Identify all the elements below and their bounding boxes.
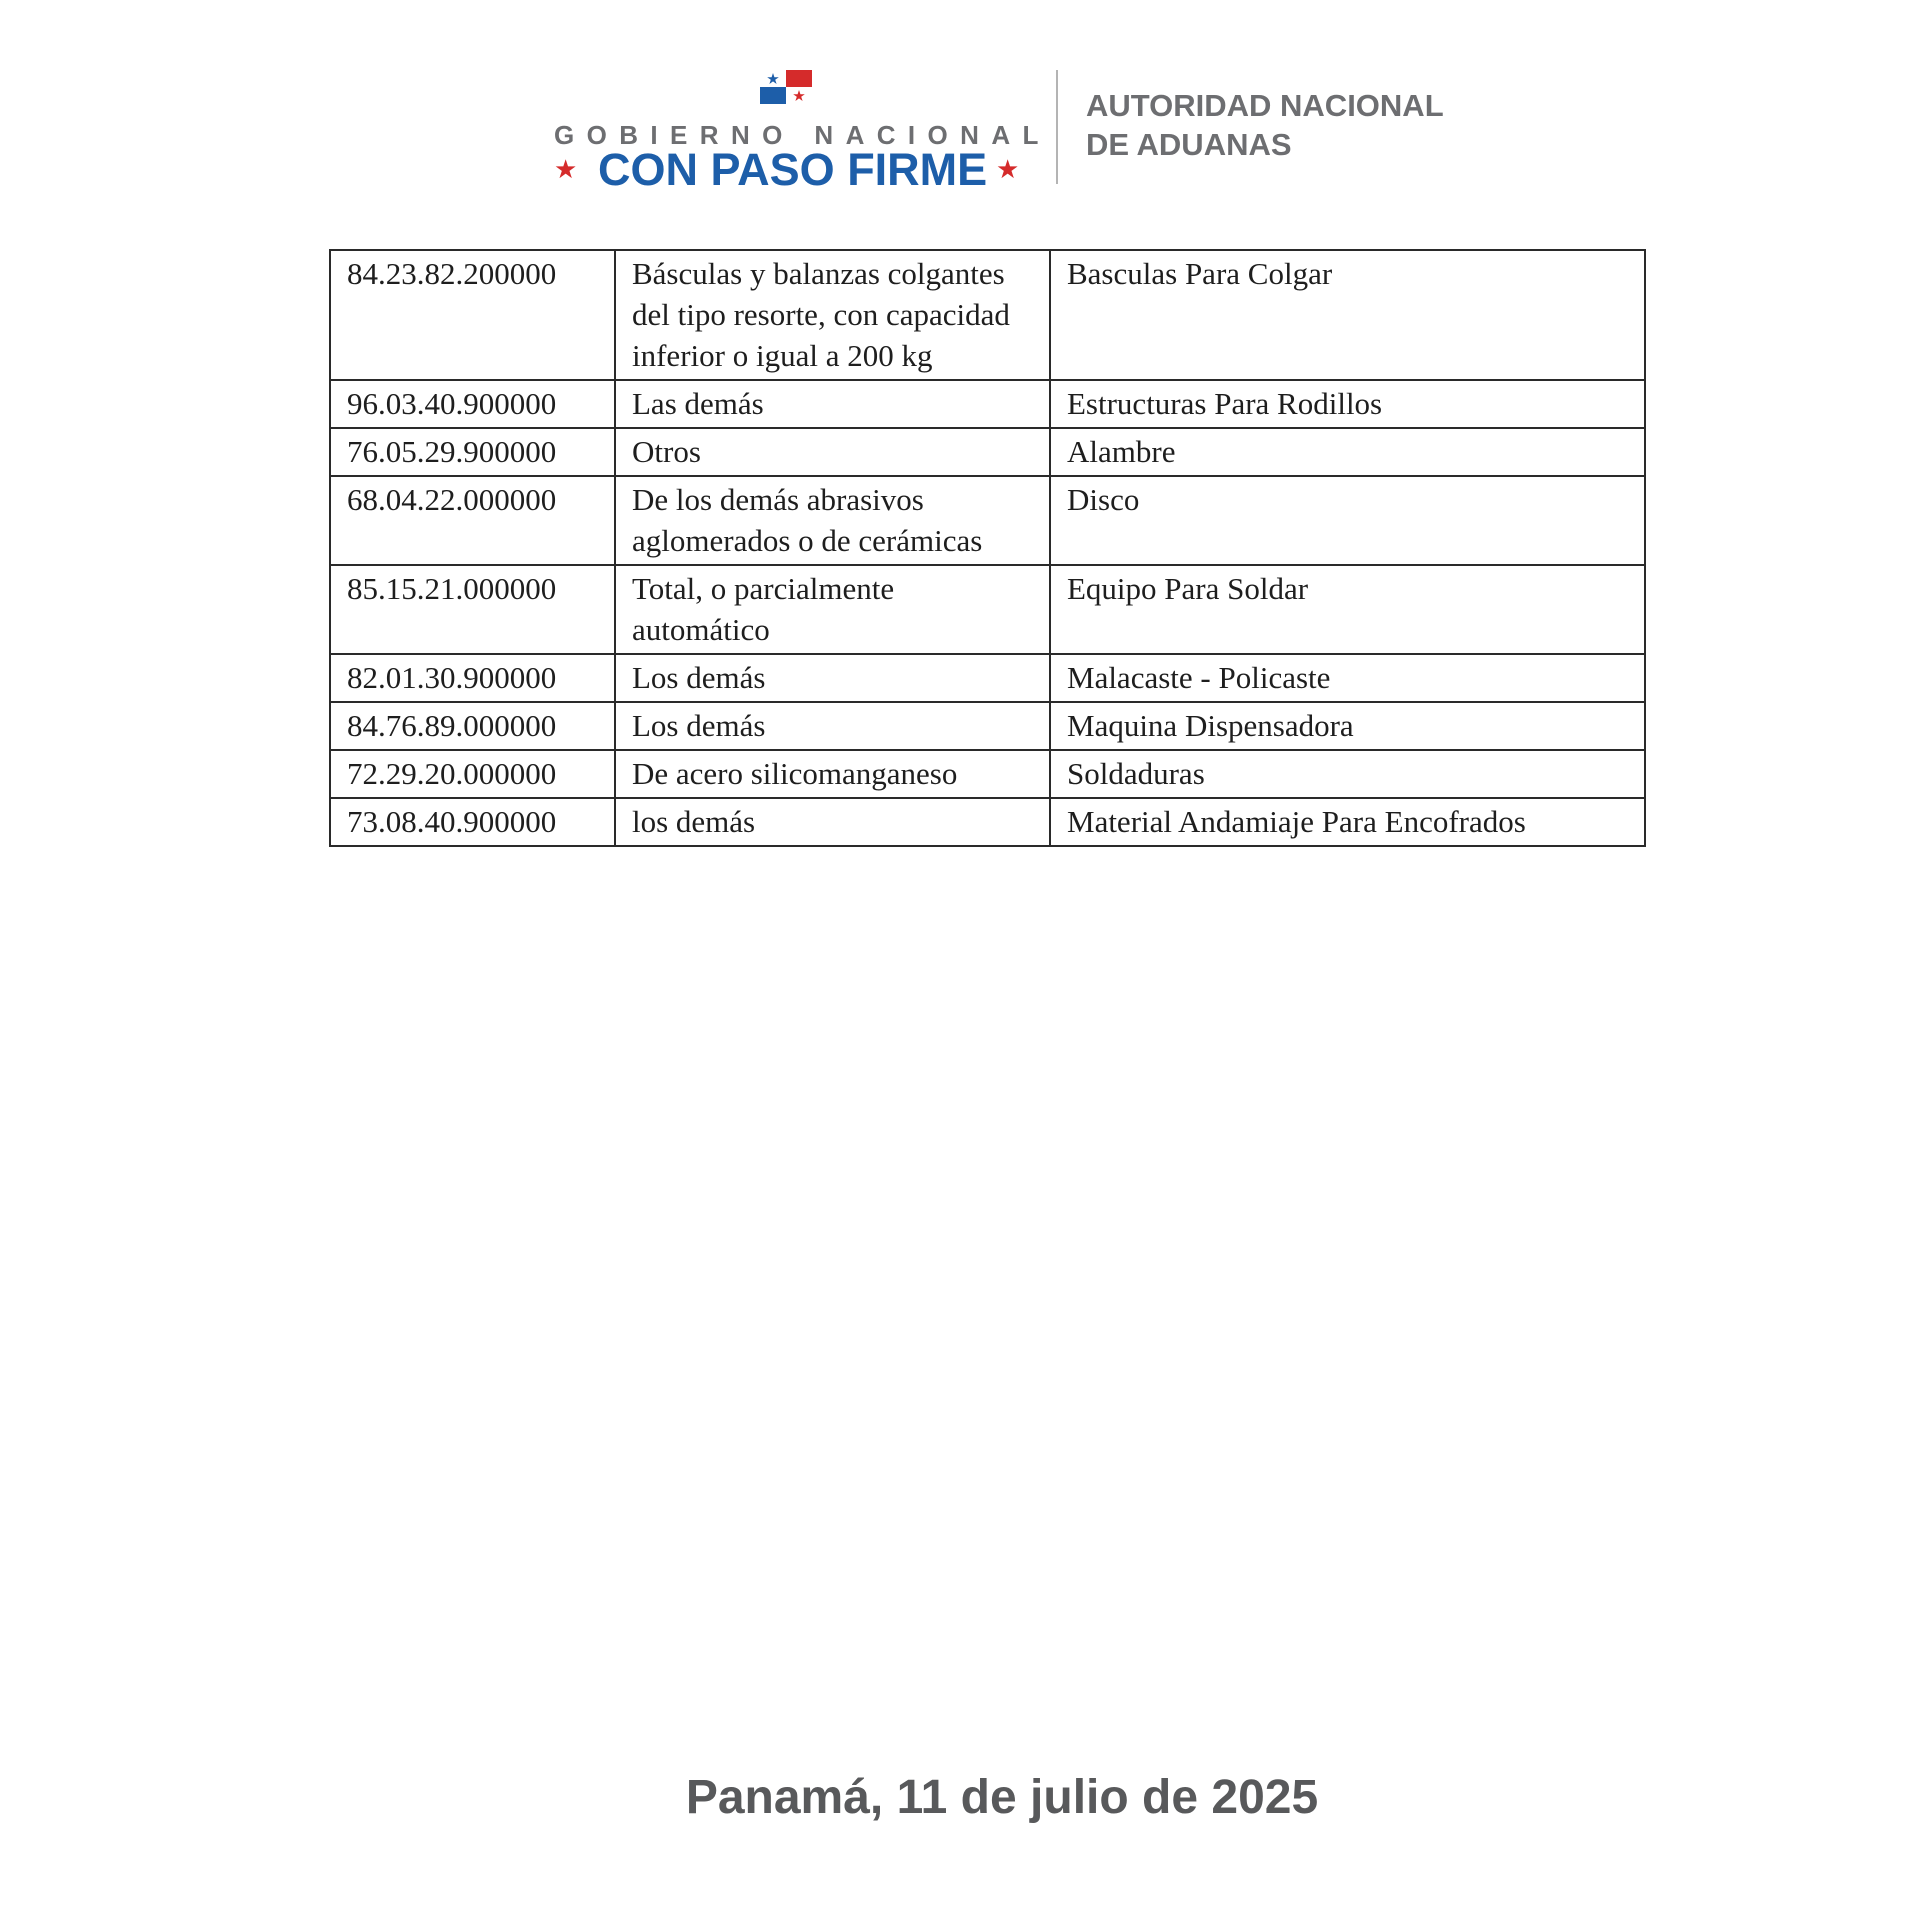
table-row <box>330 654 1645 702</box>
government-label: GOBIERNO NACIONAL <box>554 120 1051 150</box>
panama-flag-icon <box>760 70 812 104</box>
tariff-code-cell: 84.76.89.000000 <box>330 702 615 750</box>
tariff-table <box>329 249 1646 847</box>
description-cell: Las demás <box>615 380 1050 428</box>
description-cell: Otros <box>615 428 1050 476</box>
star-icon: ★ <box>996 154 1020 184</box>
document-date: Panamá, 11 de julio de 2025 <box>685 1771 1319 1824</box>
table-row <box>330 565 1645 654</box>
table-row <box>330 798 1645 846</box>
product-cell: Alambre <box>1050 428 1645 476</box>
description-cell: los demás <box>615 798 1050 846</box>
tariff-code-cell: 96.03.40.900000 <box>330 380 615 428</box>
table-row <box>330 750 1645 798</box>
product-cell: Soldaduras <box>1050 750 1645 798</box>
product-cell: Equipo Para Soldar <box>1050 565 1645 654</box>
description-cell: De los demás abrasivos aglomerados o de cerámicas <box>615 476 1050 565</box>
header-divider <box>1056 70 1058 184</box>
table-row <box>330 476 1645 565</box>
table-row <box>330 250 1645 380</box>
tariff-code-cell: 72.29.20.000000 <box>330 750 615 798</box>
product-cell: Maquina Dispensadora <box>1050 702 1645 750</box>
tariff-code-cell: 84.23.82.200000 <box>330 250 615 380</box>
government-title: CON PASO FIRME <box>598 144 988 195</box>
tariff-code-cell: 82.01.30.900000 <box>330 654 615 702</box>
product-cell: Material Andamiaje Para Encofrados <box>1050 798 1645 846</box>
page-header <box>548 66 1468 196</box>
government-title-block <box>552 142 1022 202</box>
tariff-code-cell: 76.05.29.900000 <box>330 428 615 476</box>
description-cell: De acero silicomanganeso <box>615 750 1050 798</box>
tariff-code-cell: 73.08.40.900000 <box>330 798 615 846</box>
description-cell: Básculas y balanzas colgantes del tipo resorte, con capacidad inferior o igual a 200 kg <box>615 250 1050 380</box>
description-cell: Los demás <box>615 702 1050 750</box>
star-icon: ★ <box>554 154 578 184</box>
table-row <box>330 380 1645 428</box>
description-cell: Los demás <box>615 654 1050 702</box>
table-row <box>330 702 1645 750</box>
product-cell: Estructuras Para Rodillos <box>1050 380 1645 428</box>
product-cell: Disco <box>1050 476 1645 565</box>
product-cell: Basculas Para Colgar <box>1050 250 1645 380</box>
agency-name <box>1086 86 1444 164</box>
table-row <box>330 428 1645 476</box>
tariff-code-cell: 85.15.21.000000 <box>330 565 615 654</box>
agency-name-line1: AUTORIDAD NACIONAL <box>1086 88 1444 123</box>
product-cell: Malacaste - Policaste <box>1050 654 1645 702</box>
description-cell: Total, o parcialmente automático <box>615 565 1050 654</box>
tariff-code-cell: 68.04.22.000000 <box>330 476 615 565</box>
agency-name-line2: DE ADUANAS <box>1086 127 1292 162</box>
